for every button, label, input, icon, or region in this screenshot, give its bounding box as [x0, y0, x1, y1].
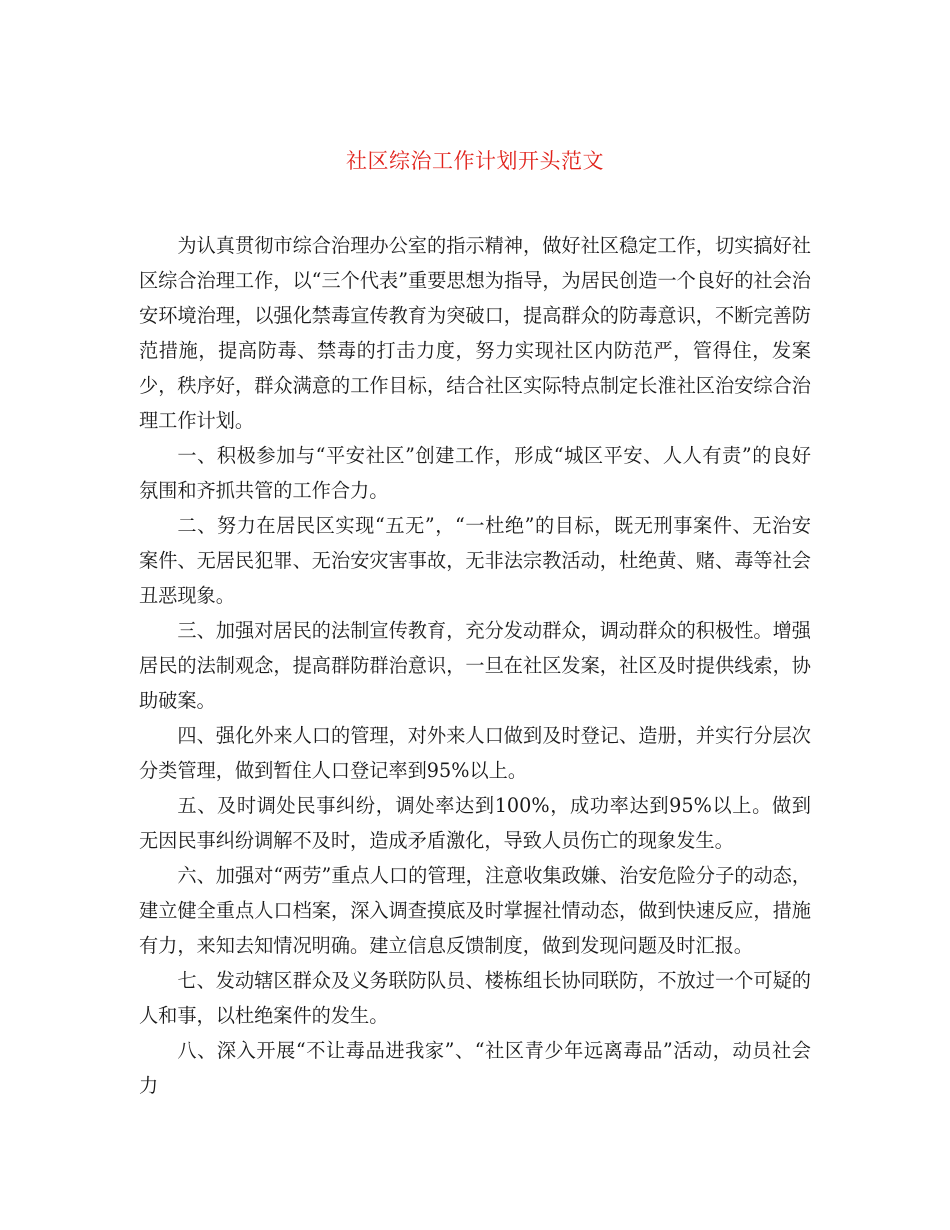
paragraph-item-4: 四、强化外来人口的管理，对外来人口做到及时登记、造册，并实行分层次分类管理，做到暂住人口登记率到95%以上。 [139, 724, 811, 782]
paragraph-intro: 为认真贯彻市综合治理办公室的指示精神，做好社区稳定工作，切实搞好社区综合治理工作，以“三个代表”重要思想为指导，为居民创造一个良好的社会治安环境治理，以强化禁毒宣传教育为突破口，提高群众的防毒意识，不断完善防范措施，提高防毒、禁毒的打击力度，努力实现社区内防范严，管得住，发案少，秩序好，群众满意的工作目标，结合社区实际特点制定长淮社区治安综合治理工作计划。 [139, 234, 811, 432]
paragraph-item-2: 二、努力在居民区实现“五无”，“一杜绝”的目标，既无刑事案件、无治安案件、无居民犯罪、无治安灾害事故，无非法宗教活动，杜绝黄、赌、毒等社会丑恶现象。 [139, 514, 811, 607]
paragraph-item-1: 一、积极参加与“平安社区”创建工作，形成“城区平安、人人有责”的良好氛围和齐抓共管的工作合力。 [139, 444, 811, 502]
paragraph-item-5: 五、及时调处民事纠纷，调处率达到100%，成功率达到95%以上。做到无因民事纠纷调解不及时，造成矛盾激化，导致人员伤亡的现象发生。 [139, 794, 811, 852]
document-body [139, 228, 811, 1103]
paragraph-item-3: 三、加强对居民的法制宣传教育，充分发动群众，调动群众的积极性。增强居民的法制观念，提高群防群治意识，一旦在社区发案，社区及时提供线索，协助破案。 [139, 619, 811, 712]
paragraph-item-8: 八、深入开展“不让毒品进我家”、“社区青少年远离毒品”活动，动员社会力 [139, 1039, 811, 1097]
document-title: 社区综治工作计划开头范文 [346, 149, 604, 173]
paragraph-item-6: 六、加强对“两劳”重点人口的管理，注意收集政嫌、治安危险分子的动态，建立健全重点人口档案，深入调查摸底及时掌握社情动态，做到快速反应，措施有力，来知去知情况明确。建立信息反馈制度，做到发现问题及时汇报。 [139, 864, 812, 957]
paragraph-item-7: 七、发动辖区群众及义务联防队员、楼栋组长协同联防，不放过一个可疑的人和事，以杜绝案件的发生。 [139, 969, 811, 1027]
